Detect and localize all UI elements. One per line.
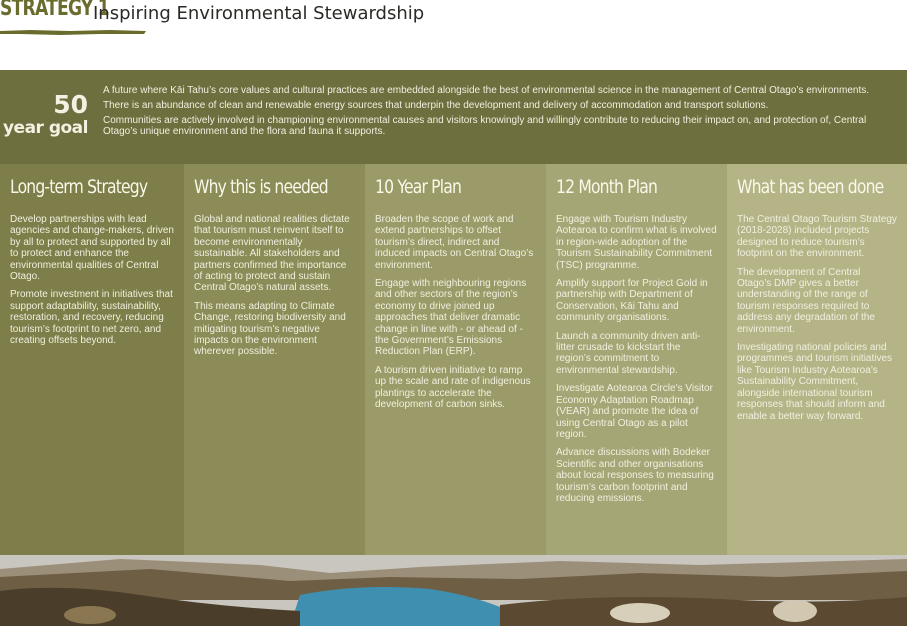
column-paragraph: Investigate Aotearoa Circle’s Visitor Economy Adaptation Roadmap (VEAR) and promote the idea of using Central Otago as a pilot region. xyxy=(556,383,713,440)
column-paragraph: Amplify support for Project Gold in partnership with Department of Conservation, Kāi Tahu and community organisations. xyxy=(556,278,708,324)
column-paragraph: Promote investment in initiatives that support adaptability, sustainability, restoration, and recovery, reducing tourism’s footprint to net zero, and creating offsets beyond. xyxy=(10,289,173,347)
goal-statement: A future where Kāi Tahu’s core values and cultural practices are embedded alongside the best of environmental science in the management of Central Otago’s environments. xyxy=(103,85,870,96)
column-paragraph: Launch a community driven anti-litter crusade to kickstart the region’s commitment to environmental stewardship. xyxy=(556,330,701,376)
goal-statement: There is an abundance of clean and renewable energy sources that underpin the development and delivery of accommodation and transport solutions. xyxy=(103,100,769,111)
column-paragraph: The Central Otago Tourism Strategy (2018-2028) included projects designed to reduce tourism’s footprint on the environment. xyxy=(737,214,897,260)
goal-statements xyxy=(103,85,893,141)
strategy-columns xyxy=(0,164,907,555)
page-title: Inspiring Environmental Stewardship xyxy=(93,3,425,24)
column-paragraph: A tourism driven initiative to ramp up the scale and rate of indigenous plantings to accelerate the development of carbon sinks. xyxy=(375,364,531,411)
goal-number: 50 xyxy=(53,90,88,119)
column-paragraph: The development of Central Otago’s DMP gives a better understanding of the range of tourism responses required to address any degradation of the environment. xyxy=(737,266,875,335)
page-header xyxy=(0,0,907,70)
column-paragraph: Investigating national policies and programmes and tourism initiatives like Tourism Industry Aotearoa’s Sustainability Commitment, alongside international tourism responses that should inform and enable a better way forward. xyxy=(737,342,893,422)
column-paragraph: Advance discussions with Bodeker Scientific and other organisations about local responses to measuring tourism’s carbon footprint and reducing emissions. xyxy=(556,447,714,504)
column-heading: 10 Year Plan xyxy=(375,176,462,198)
column-paragraph: Broaden the scope of work and extend partnerships to offset tourism’s direct, indirect and induced impacts on Central Otago’s environment. xyxy=(375,214,534,271)
column-heading: 12 Month Plan xyxy=(556,176,658,198)
column-heading: Long-term Strategy xyxy=(10,176,148,198)
column-paragraph: This means adapting to Climate Change, restoring biodiversity and mitigating tourism’s negative impacts on the environment wherever possible. xyxy=(194,300,346,358)
brush-stroke-decoration xyxy=(0,28,146,36)
column-paragraph: Engage with neighbouring regions and other sectors of the region’s economy to drive joined up approaches that deliver dramatic change in line with - or ahead of - the Government’s Emissions Reduction Plan (ERP). xyxy=(375,278,527,358)
strategy-label: STRATEGY 1 xyxy=(0,0,109,21)
fifty-year-goal-band xyxy=(0,70,907,164)
column-paragraph: Engage with Tourism Industry Aotearoa to confirm what is involved in region-wide adoption of the Tourism Sustainability Commitment (TSC) programme. xyxy=(556,214,717,271)
goal-label: year goal xyxy=(2,118,88,138)
column-heading: What has been done xyxy=(737,176,884,198)
column-what-has-been-done xyxy=(727,164,907,555)
column-long-term-strategy xyxy=(0,164,184,555)
column-why-needed xyxy=(184,164,365,555)
landscape-photo xyxy=(0,555,907,626)
column-10-year-plan xyxy=(365,164,546,555)
column-paragraph: Global and national realities dictate that tourism must reinvent itself to become environmentally sustainable. All stakeholders and partners confirmed the importance of acting to protect and sustain Central Otago’s natural assets. xyxy=(194,214,350,294)
column-heading: Why this is needed xyxy=(194,176,328,198)
column-paragraph: Develop partnerships with lead agencies and change-makers, driven by all to protect and supported by all to protect and enhance the environmental qualities of Central Otago. xyxy=(10,214,174,283)
goal-statement: Communities are actively involved in championing environmental causes and visitors knowingly and willingly contribute to reducing their impact on, and protection of, Central Otago’s unique environment and the flora and fauna it supports. xyxy=(103,115,867,137)
column-12-month-plan xyxy=(546,164,727,555)
